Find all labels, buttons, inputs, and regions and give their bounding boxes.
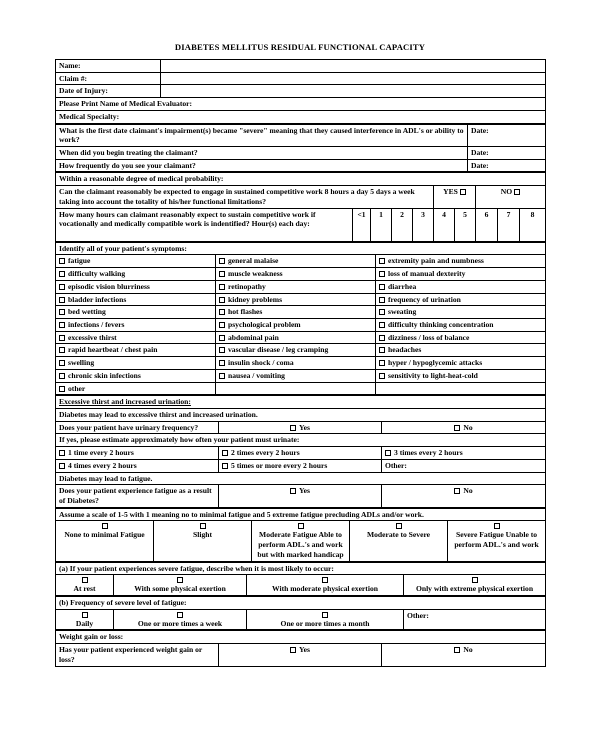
name-label: Name: xyxy=(56,60,161,73)
symptom-checkbox-dizziness[interactable] xyxy=(376,331,546,344)
name-input[interactable] xyxy=(161,60,546,73)
checkbox-icon[interactable] xyxy=(219,373,225,379)
no-label: No xyxy=(463,422,473,432)
thirst-table xyxy=(55,395,546,507)
section-a-prompt: (a) If your patient experiences severe fatigue, describe when it is most likely to occur: xyxy=(56,562,546,575)
section-b-option-other[interactable]: Other: xyxy=(404,609,546,630)
scale-option-label: None to minimal Fatigue xyxy=(64,530,145,540)
checkbox-icon[interactable] xyxy=(379,297,385,303)
checkbox-icon[interactable] xyxy=(59,297,65,303)
symptom-label: difficulty walking xyxy=(68,269,126,279)
symptom-other-input-col2[interactable] xyxy=(216,382,376,395)
checkbox-icon[interactable] xyxy=(514,189,520,195)
checkbox-icon[interactable] xyxy=(290,488,296,494)
checkbox-icon[interactable] xyxy=(219,309,225,315)
experience-fatigue-no[interactable] xyxy=(382,485,546,507)
checkbox-icon[interactable] xyxy=(59,284,65,290)
table-row xyxy=(56,110,546,123)
symptom-label: sensitivity to light-heat-cold xyxy=(388,370,478,380)
option-label: 3 times every 2 hours xyxy=(394,448,463,458)
scale-prompt: Assume a scale of 1-5 with 1 meaning no to minimal fatigue and 5 extreme fatigue precluding ADLs and/or work. xyxy=(56,508,546,521)
table-row xyxy=(56,421,546,434)
hours-option-8[interactable]: 8 xyxy=(520,208,546,241)
hours-option-4[interactable]: 4 xyxy=(434,208,455,241)
checkbox-icon[interactable] xyxy=(290,425,296,431)
question-hours: How many hours can claimant reasonably expect to sustain competitive work if vocationally and medically compatible work is indentified? Hour(s) each day: xyxy=(56,208,353,241)
option-label: 5 times or more every 2 hours xyxy=(231,460,328,470)
probability-header: Within a reasonable degree of medical probability: xyxy=(56,173,546,186)
fatigue-statement: Diabetes may lead to fatigue. xyxy=(56,472,546,485)
table-row xyxy=(56,98,546,111)
symptom-label: bladder infections xyxy=(68,294,127,304)
checkbox-icon[interactable] xyxy=(219,271,225,277)
checkbox-icon[interactable] xyxy=(59,373,65,379)
symptom-label: dizziness / loss of balance xyxy=(388,332,470,342)
hours-option-3[interactable]: 3 xyxy=(413,208,434,241)
urinary-frequency-yes[interactable] xyxy=(219,421,382,434)
section-b-option-daily[interactable] xyxy=(56,609,114,630)
symptom-label: excessive thirst xyxy=(68,332,117,342)
date-of-injury-label: Date of Injury: xyxy=(56,85,161,98)
option-label: With moderate physical exertion xyxy=(272,584,378,594)
symptom-label: abdominal pain xyxy=(228,332,279,342)
question-urinary-frequency: Does your patient have urinary frequency? xyxy=(56,421,219,434)
table-row xyxy=(56,306,546,319)
symptom-checkbox-retinopathy[interactable] xyxy=(216,280,376,293)
symptom-checkbox-infections-fevers[interactable] xyxy=(56,318,216,331)
urinate-option-1-time[interactable] xyxy=(56,447,219,460)
thirst-section-header xyxy=(56,396,546,409)
question-severe-date: What is the first date claimant's impairment(s) became "severe" meaning that they caused interference in ADL's or ability to work? xyxy=(56,124,468,146)
checkbox-icon[interactable] xyxy=(298,523,304,529)
scale-option-moderate[interactable] xyxy=(252,521,350,561)
table-row xyxy=(56,631,546,644)
table-row xyxy=(56,434,546,447)
section-a-option-at-rest[interactable] xyxy=(56,575,114,596)
symptom-label: psychological problem xyxy=(228,319,301,329)
symptom-checkbox-difficulty-thinking[interactable] xyxy=(376,318,546,331)
table-row xyxy=(56,447,546,460)
page-title: DIABETES MELLITUS RESIDUAL FUNCTIONAL CAPACITY xyxy=(174,42,426,52)
checkbox-icon[interactable] xyxy=(59,322,65,328)
symptom-checkbox-hyperglycemic-attacks[interactable] xyxy=(376,357,546,370)
checkbox-icon[interactable] xyxy=(454,488,460,494)
checkbox-icon[interactable] xyxy=(322,577,328,583)
table-row xyxy=(56,85,546,98)
symptom-other-input-col3[interactable] xyxy=(376,382,546,395)
checkbox-icon[interactable] xyxy=(59,463,65,469)
table-row xyxy=(56,408,546,421)
checkbox-icon[interactable] xyxy=(82,577,88,583)
checkbox-icon[interactable] xyxy=(59,386,65,392)
table-row xyxy=(56,159,546,172)
table-row xyxy=(56,459,546,472)
option-label: 1 time every 2 hours xyxy=(68,448,134,458)
dated-questions-table xyxy=(55,124,546,173)
checkbox-icon[interactable] xyxy=(290,647,296,653)
date-field-severe[interactable]: Date: xyxy=(468,124,546,146)
table-row xyxy=(56,280,546,293)
symptom-label: episodic vision blurriness xyxy=(68,281,150,291)
checkbox-icon[interactable] xyxy=(219,360,225,366)
symptom-checkbox-sweating[interactable] xyxy=(376,306,546,319)
question-begin-treating: When did you begin treating the claimant? xyxy=(56,147,468,160)
symptom-checkbox-hot-flashes[interactable] xyxy=(216,306,376,319)
date-field-frequency[interactable]: Date: xyxy=(468,159,546,172)
checkbox-icon[interactable] xyxy=(102,523,108,529)
checkbox-icon[interactable] xyxy=(219,284,225,290)
question-frequency-see: How frequently do you see your claimant? xyxy=(56,159,468,172)
symptom-checkbox-nausea-vomiting[interactable] xyxy=(216,369,376,382)
symptom-label: muscle weakness xyxy=(228,269,283,279)
scale-option-slight[interactable] xyxy=(154,521,252,561)
table-row xyxy=(56,318,546,331)
symptom-checkbox-loss-manual-dexterity[interactable] xyxy=(376,268,546,281)
table-row xyxy=(56,72,546,85)
urinate-option-5-times[interactable] xyxy=(219,459,382,472)
symptom-checkbox-episodic-vision-blurriness[interactable] xyxy=(56,280,216,293)
table-row xyxy=(56,396,546,409)
symptom-label: kidney problems xyxy=(228,294,283,304)
checkbox-icon[interactable] xyxy=(59,360,65,366)
option-label: 4 times every 2 hours xyxy=(68,460,137,470)
symptom-checkbox-insulin-shock[interactable] xyxy=(216,357,376,370)
urinate-option-other[interactable]: Other: xyxy=(382,459,546,472)
table-row xyxy=(56,597,546,610)
evaluator-label[interactable]: Please Print Name of Medical Evaluator: xyxy=(56,98,546,111)
symptom-checkbox-fatigue[interactable] xyxy=(56,255,216,268)
scale-option-severe[interactable] xyxy=(448,521,546,561)
checkbox-icon[interactable] xyxy=(59,450,65,456)
question-weight: Has your patient experienced weight gain or loss? xyxy=(56,644,219,666)
hours-option-2[interactable]: 2 xyxy=(392,208,413,241)
checkbox-icon[interactable] xyxy=(396,523,402,529)
no-label: NO xyxy=(500,187,513,197)
thirst-statement: Diabetes may lead to excessive thirst and increased urination. xyxy=(56,408,546,421)
symptom-checkbox-excessive-thirst[interactable] xyxy=(56,331,216,344)
date-of-injury-input[interactable] xyxy=(161,85,546,98)
symptom-checkbox-chronic-skin-infections[interactable] xyxy=(56,369,216,382)
table-row xyxy=(56,255,546,268)
checkbox-icon[interactable] xyxy=(200,523,206,529)
question-experience-fatigue: Does your patient experience fatigue as a result of Diabetes? xyxy=(56,485,219,507)
section-a-option-moderate-exertion[interactable] xyxy=(247,575,404,596)
symptom-label: insulin shock / coma xyxy=(228,358,294,368)
symptom-label: frequency of urination xyxy=(388,294,461,304)
table-row xyxy=(56,242,546,255)
symptom-checkbox-rapid-heartbeat[interactable] xyxy=(56,344,216,357)
symptoms-header: Identify all of your patient's symptoms: xyxy=(56,242,546,255)
experience-fatigue-yes[interactable] xyxy=(219,485,382,507)
scale-option-moderate-severe[interactable] xyxy=(350,521,448,561)
checkbox-icon[interactable] xyxy=(460,189,466,195)
symptom-checkbox-abdominal-pain[interactable] xyxy=(216,331,376,344)
table-row xyxy=(56,147,546,160)
checkbox-icon[interactable] xyxy=(454,647,460,653)
option-label: One or more times a month xyxy=(280,618,370,628)
table-row xyxy=(56,521,546,561)
checkbox-icon[interactable] xyxy=(379,373,385,379)
checkbox-icon[interactable] xyxy=(494,523,500,529)
symptom-checkbox-vascular-disease[interactable] xyxy=(216,344,376,357)
checkbox-icon[interactable] xyxy=(219,335,225,341)
yes-label: Yes xyxy=(299,645,310,655)
symptom-checkbox-general-malaise[interactable] xyxy=(216,255,376,268)
table-row xyxy=(56,369,546,382)
section-a-option-extreme-exertion[interactable] xyxy=(404,575,546,596)
checkbox-icon[interactable] xyxy=(219,322,225,328)
claim-label: Claim #: xyxy=(56,72,161,85)
symptom-checkbox-frequency-urination[interactable] xyxy=(376,293,546,306)
section-b-table xyxy=(55,596,546,630)
symptom-checkbox-swelling[interactable] xyxy=(56,357,216,370)
question-sustained-work: Can the claimant reasonably be expected to engage in sustained competitive work 8 hours a day 5 days a week taking into account the totality of his/her functional limitations? xyxy=(56,186,434,208)
table-row xyxy=(56,508,546,521)
weight-yes[interactable] xyxy=(219,644,382,666)
symptom-label: bed wetting xyxy=(68,307,106,317)
checkbox-icon[interactable] xyxy=(385,450,391,456)
symptom-checkbox-headaches[interactable] xyxy=(376,344,546,357)
checkbox-icon[interactable] xyxy=(379,347,385,353)
checkbox-icon[interactable] xyxy=(379,360,385,366)
option-label: One or more times a week xyxy=(137,618,223,628)
table-row xyxy=(56,208,546,241)
checkbox-icon[interactable] xyxy=(379,335,385,341)
checkbox-icon[interactable] xyxy=(379,322,385,328)
section-b-prompt: (b) Frequency of severe level of fatigue: xyxy=(56,597,546,610)
table-row xyxy=(56,609,546,630)
table-row xyxy=(56,485,546,507)
option-label: With some physical exertion xyxy=(134,584,226,594)
checkbox-icon[interactable] xyxy=(379,284,385,290)
symptom-label: loss of manual dexterity xyxy=(388,269,466,279)
checkbox-icon[interactable] xyxy=(454,425,460,431)
symptom-label: swelling xyxy=(68,358,95,368)
checkbox-icon[interactable] xyxy=(322,612,328,618)
urinate-option-4-times[interactable] xyxy=(56,459,219,472)
fatigue-scale-table xyxy=(55,508,546,562)
checkbox-icon[interactable] xyxy=(177,612,183,618)
sustained-work-yes[interactable] xyxy=(434,186,476,208)
table-row xyxy=(56,575,546,596)
scale-option-label: Moderate Fatigue Able to perform ADL.'s and work but with marked handicap xyxy=(257,530,344,559)
table-row xyxy=(56,382,546,395)
checkbox-icon[interactable] xyxy=(59,271,65,277)
option-label: Daily xyxy=(75,618,94,628)
symptom-checkbox-kidney-problems[interactable] xyxy=(216,293,376,306)
sustained-work-no[interactable] xyxy=(476,186,546,208)
symptoms-table xyxy=(55,242,546,396)
symptom-label: headaches xyxy=(388,345,422,355)
checkbox-icon[interactable] xyxy=(82,612,88,618)
scale-option-none-minimal[interactable] xyxy=(56,521,154,561)
table-row xyxy=(56,562,546,575)
table-row xyxy=(56,186,546,208)
specialty-label[interactable]: Medical Specialty: xyxy=(56,110,546,123)
symptom-label: sweating xyxy=(388,307,417,317)
symptom-label: extremity pain and numbness xyxy=(388,256,484,266)
no-label: No xyxy=(463,486,473,496)
checkbox-icon[interactable] xyxy=(59,309,65,315)
symptom-label: general malaise xyxy=(228,256,279,266)
weight-no[interactable] xyxy=(382,644,546,666)
hours-option-7[interactable]: 7 xyxy=(498,208,520,241)
checkbox-icon[interactable] xyxy=(379,258,385,264)
symptom-checkbox-extremity-pain[interactable] xyxy=(376,255,546,268)
symptom-checkbox-bed-wetting[interactable] xyxy=(56,306,216,319)
symptom-label: infections / fevers xyxy=(68,319,125,329)
weight-table xyxy=(55,630,546,666)
table-row xyxy=(56,268,546,281)
yes-label: Yes xyxy=(299,422,310,432)
symptom-checkbox-sensitivity-light[interactable] xyxy=(376,369,546,382)
table-row xyxy=(56,472,546,485)
option-label: 2 times every 2 hours xyxy=(231,448,300,458)
section-a-option-some-exertion[interactable] xyxy=(114,575,247,596)
symptom-checkbox-other[interactable] xyxy=(56,382,216,395)
symptom-label: fatigue xyxy=(68,256,91,266)
symptom-label: other xyxy=(68,383,86,393)
symptom-label: vascular disease / leg cramping xyxy=(228,345,329,355)
checkbox-icon[interactable] xyxy=(379,271,385,277)
checkbox-icon[interactable] xyxy=(219,297,225,303)
scale-option-label: Severe Fatigue Unable to perform ADL.'s and work xyxy=(454,530,539,550)
symptom-label: nausea / vomiting xyxy=(228,370,285,380)
checkbox-icon[interactable] xyxy=(222,450,228,456)
checkbox-icon[interactable] xyxy=(59,258,65,264)
urinate-option-2-times[interactable] xyxy=(219,447,382,460)
table-row xyxy=(56,173,546,186)
urinate-option-3-times[interactable] xyxy=(382,447,546,460)
table-row xyxy=(56,357,546,370)
scale-option-label: Moderate to Severe xyxy=(366,530,431,540)
table-row xyxy=(56,124,546,146)
identity-table xyxy=(55,59,546,124)
section-a-table xyxy=(55,562,546,596)
symptom-label: rapid heartbeat / chest pain xyxy=(68,345,158,355)
symptom-checkbox-bladder-infections[interactable] xyxy=(56,293,216,306)
hours-option-6[interactable]: 6 xyxy=(476,208,498,241)
probability-table xyxy=(55,172,546,241)
hours-option-1[interactable]: 1 xyxy=(371,208,392,241)
checkbox-icon[interactable] xyxy=(177,577,183,583)
section-b-option-monthly[interactable] xyxy=(247,609,404,630)
table-row xyxy=(56,293,546,306)
symptom-label: diarrhea xyxy=(388,281,417,291)
symptom-checkbox-diarrhea[interactable] xyxy=(376,280,546,293)
estimate-prompt: If yes, please estimate approximately how often your patient must urinate: xyxy=(56,434,546,447)
symptom-checkbox-muscle-weakness[interactable] xyxy=(216,268,376,281)
table-row xyxy=(56,60,546,73)
yes-label: YES xyxy=(443,187,458,197)
checkbox-icon[interactable] xyxy=(379,309,385,315)
symptom-label: hot flashes xyxy=(228,307,263,317)
symptom-label: chronic skin infections xyxy=(68,370,141,380)
table-row xyxy=(56,344,546,357)
option-label: Only with extreme physical exertion xyxy=(415,584,534,594)
table-row xyxy=(56,331,546,344)
table-row xyxy=(56,644,546,666)
hours-option-lt1[interactable]: <1 xyxy=(353,208,371,241)
checkbox-icon[interactable] xyxy=(219,258,225,264)
symptom-label: hyper / hypoglycemic attacks xyxy=(388,358,483,368)
option-label: At rest xyxy=(73,584,96,594)
section-b-option-weekly[interactable] xyxy=(114,609,247,630)
thirst-section-header-text: Excessive thirst and increased urination: xyxy=(59,397,191,407)
symptom-label: difficulty thinking concentration xyxy=(388,319,494,329)
hours-option-5[interactable]: 5 xyxy=(455,208,476,241)
no-label: No xyxy=(463,645,473,655)
checkbox-icon[interactable] xyxy=(59,347,65,353)
scale-option-label: Slight xyxy=(193,530,212,540)
symptom-checkbox-psychological-problem[interactable] xyxy=(216,318,376,331)
checkbox-icon[interactable] xyxy=(472,577,478,583)
checkbox-icon[interactable] xyxy=(222,463,228,469)
urinary-frequency-no[interactable] xyxy=(382,421,546,434)
claim-input[interactable] xyxy=(161,72,546,85)
date-field-begin-treating[interactable]: Date: xyxy=(468,147,546,160)
yes-label: Yes xyxy=(299,486,310,496)
symptom-label: retinopathy xyxy=(228,281,266,291)
symptom-checkbox-difficulty-walking[interactable] xyxy=(56,268,216,281)
checkbox-icon[interactable] xyxy=(59,335,65,341)
checkbox-icon[interactable] xyxy=(219,347,225,353)
weight-section-header: Weight gain or loss: xyxy=(56,631,546,644)
